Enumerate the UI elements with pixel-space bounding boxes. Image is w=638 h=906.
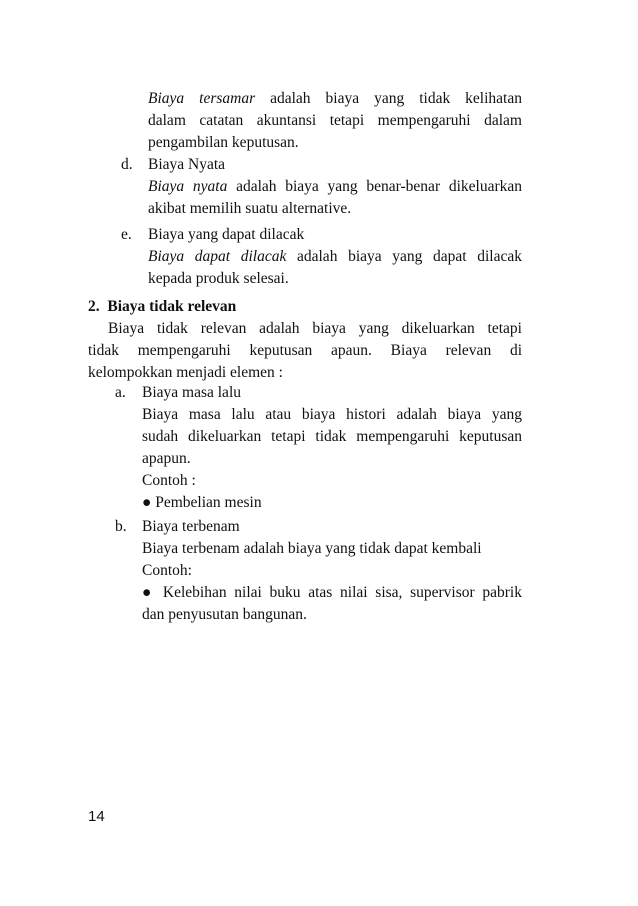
text-line: akibat memilih suatu alternative. [148,200,352,217]
text-line: kepada produk selesai. [148,270,289,287]
term-italic: Biaya dapat dilacak [148,248,287,265]
text-line: Biaya masa lalu atau biaya histori adalah biaya yang [142,406,522,423]
list-marker-b: b. [115,518,127,535]
text-line: tidak mempengaruhi keputusan apaun. Biaya relevan di [88,342,522,359]
list-marker-a: a. [115,384,126,401]
text-line: apapun. [142,450,191,467]
text-line: Biaya nyata adalah biaya yang benar-benar dikeluarkan [148,178,522,195]
biaya-tersamar-definition [148,88,522,154]
bullet-item: ● Pembelian mesin [142,494,262,511]
item-title: Biaya terbenam [142,518,240,535]
list-marker-e: e. [121,226,132,243]
page-number: 14 [88,808,105,825]
section-paragraph [88,318,522,384]
item-title: Biaya yang dapat dilacak [148,226,305,243]
example-label: Contoh: [142,562,192,579]
item-b-biaya-terbenam [142,516,522,626]
item-title: Biaya Nyata [148,156,226,173]
bullet-item: ● Kelebihan nilai buku atas nilai sisa, supervisor pabrik [142,584,522,601]
term-italic: Biaya tersamar [148,90,256,107]
term-italic: Biaya nyata [148,178,228,195]
example-label: Contoh : [142,472,196,489]
text-line: sudah dikeluarkan tetapi tidak mempengaruhi keputusan [142,428,522,445]
text-line: Biaya tidak relevan adalah biaya yang dikeluarkan tetapi [108,320,522,337]
item-d-biaya-nyata [148,154,522,220]
text-line: Biaya terbenam adalah biaya yang tidak dapat kembali [142,540,482,557]
item-title: Biaya masa lalu [142,384,241,401]
section-heading: 2. Biaya tidak relevan [88,298,237,315]
item-a-biaya-masa-lalu [142,382,522,514]
text-line: Biaya tersamar adalah biaya yang tidak kelihatan [148,90,522,107]
text-line: kelompokkan menjadi elemen : [88,364,283,381]
text-line: dalam catatan akuntansi tetapi mempengaruhi dalam [148,112,522,129]
text-line: dan penyusutan bangunan. [142,606,307,623]
item-e-biaya-dilacak [148,224,522,290]
text-line: pengambilan keputusan. [148,134,299,151]
list-marker-d: d. [121,156,133,173]
text-line: Biaya dapat dilacak adalah biaya yang dapat dilacak [148,248,522,265]
